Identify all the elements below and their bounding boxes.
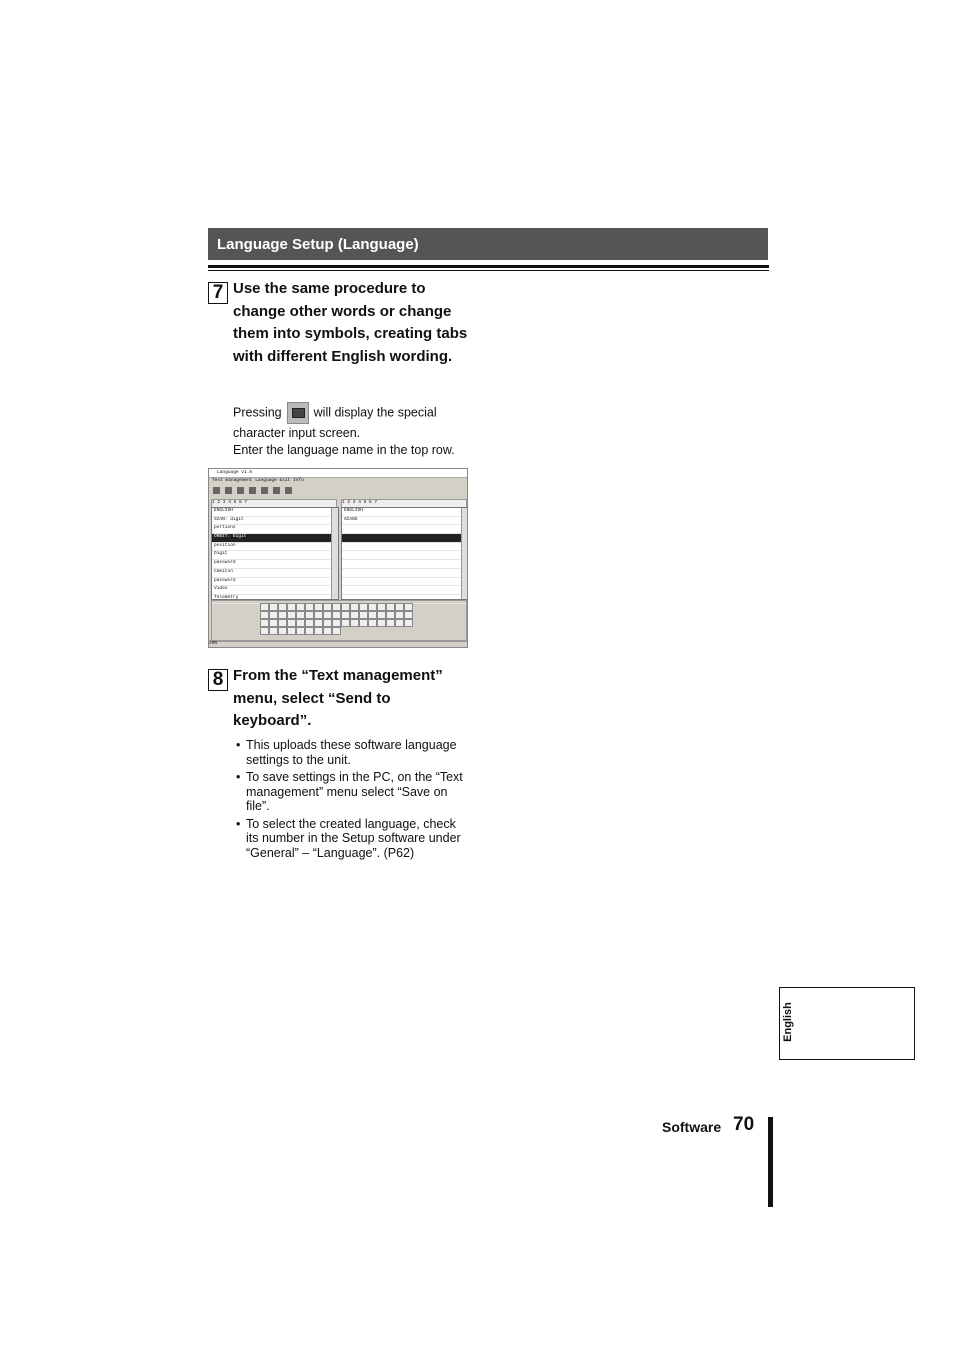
special-character-key (323, 627, 332, 635)
special-character-key (368, 603, 377, 611)
special-character-key (314, 619, 323, 627)
text-list-row (342, 586, 468, 595)
special-character-key (314, 627, 323, 635)
window-titlebar (209, 469, 467, 478)
right-text-list (341, 507, 468, 600)
side-tab-label: English (781, 1002, 794, 1042)
text-list-row: SCAN: digit (212, 517, 338, 526)
step-7-number: 7 (208, 282, 228, 304)
text-list-row: Cmeiton (212, 569, 338, 578)
text-list-row (342, 543, 468, 552)
step-7-description (233, 402, 473, 424)
special-character-key (386, 619, 395, 627)
special-character-key (395, 611, 404, 619)
step-8-heading: From the “Text management” menu, select “Send to keyboard”. (233, 667, 443, 729)
text-list-row: ENGLISH (342, 508, 468, 517)
window-title: Language v1.5 (217, 470, 253, 475)
special-character-key (395, 603, 404, 611)
special-character-key (350, 603, 359, 611)
special-character-key (359, 619, 368, 627)
special-character-key (278, 619, 287, 627)
text-list-row: Digit (212, 551, 338, 560)
text-list-row (342, 560, 468, 569)
special-character-key (368, 611, 377, 619)
special-character-key (269, 603, 278, 611)
special-character-button-icon (287, 402, 309, 424)
section-title: Language Setup (Language) (217, 236, 419, 253)
text-list-row: password (212, 560, 338, 569)
special-character-key (278, 627, 287, 635)
step-8-bullets (236, 738, 470, 863)
right-tabs: 1 2 3 4 5 6 7 (341, 499, 467, 508)
step-7-line3: Enter the language name in the top row. (233, 443, 455, 457)
step-7-heading: Use the same procedure to change other words or change them into symbols, creating tabs with different English wording. (233, 280, 468, 365)
special-character-key (323, 619, 332, 627)
special-character-key (377, 611, 386, 619)
header-rule-thin (208, 270, 769, 271)
text-list-row: position (212, 543, 338, 552)
text-list-row: Video (212, 586, 338, 595)
special-character-key (314, 611, 323, 619)
special-character-key (269, 627, 278, 635)
special-character-key (269, 611, 278, 619)
special-character-key (332, 611, 341, 619)
special-character-key (278, 611, 287, 619)
footer-section: Software (662, 1119, 722, 1135)
text-list-row: SCANS (342, 517, 468, 526)
special-character-key (296, 611, 305, 619)
special-character-key (341, 619, 350, 627)
special-character-key (305, 627, 314, 635)
special-character-keyboard (211, 600, 467, 642)
special-character-key (323, 603, 332, 611)
special-character-key (332, 627, 341, 635)
special-character-key (395, 619, 404, 627)
special-character-key (305, 619, 314, 627)
text-list-row (342, 551, 468, 560)
pressing-text: Pressing (233, 405, 282, 420)
special-character-key (332, 603, 341, 611)
status-bar: 49% (209, 640, 467, 647)
special-character-key (278, 603, 287, 611)
special-character-key (341, 611, 350, 619)
special-character-key (260, 619, 269, 627)
bullet-item: • This uploads these software language settings to the unit. (236, 738, 470, 767)
window-toolbar (213, 487, 297, 497)
page-edge-bar (768, 1117, 773, 1207)
text-list-row: Telemetry (212, 595, 338, 604)
section-header (208, 228, 768, 260)
text-list-row: portions (212, 525, 338, 534)
special-character-key (287, 603, 296, 611)
text-list-row (342, 525, 468, 534)
special-character-key (377, 619, 386, 627)
special-character-key (359, 611, 368, 619)
text-list-row (342, 534, 468, 543)
special-character-key (296, 603, 305, 611)
window-menubar: Text management Language Exit Info (212, 478, 304, 483)
step-7-line2: character input screen. (233, 426, 361, 440)
special-character-key (305, 611, 314, 619)
special-character-key (287, 627, 296, 635)
display-text: will display the special (313, 405, 437, 420)
text-list-row: password (212, 578, 338, 587)
text-list-row (342, 578, 468, 587)
bullet-item: • To select the created language, check its number in the Setup software under “General” – “Language”. (P62) (236, 817, 470, 861)
special-character-key (305, 603, 314, 611)
text-list-row: ORBIT: Digit (212, 534, 338, 543)
text-list-row: ENGLISH (212, 508, 338, 517)
special-character-key (386, 603, 395, 611)
special-character-key (332, 619, 341, 627)
language-software-screenshot (208, 468, 468, 648)
special-character-key (296, 619, 305, 627)
special-character-key (377, 603, 386, 611)
special-character-key (350, 619, 359, 627)
header-rule (208, 265, 769, 268)
special-character-key (386, 611, 395, 619)
special-character-key (350, 611, 359, 619)
special-character-key (260, 627, 269, 635)
left-tabs: 1 2 3 4 5 6 7 (211, 499, 337, 508)
language-side-tab (779, 987, 915, 1060)
step-8-number: 8 (208, 669, 228, 691)
special-character-key (404, 619, 413, 627)
special-character-key (260, 603, 269, 611)
special-character-key (368, 619, 377, 627)
bullet-item: • To save settings in the PC, on the “Text management” menu select “Save on file”. (236, 770, 470, 814)
special-character-key (296, 627, 305, 635)
special-character-key (404, 603, 413, 611)
special-character-key (404, 611, 413, 619)
text-list-row (342, 569, 468, 578)
special-character-key (359, 603, 368, 611)
special-character-key (341, 603, 350, 611)
special-character-key (269, 619, 278, 627)
special-character-key (314, 603, 323, 611)
special-character-key (260, 611, 269, 619)
special-character-key (287, 619, 296, 627)
page-number: 70 (733, 1114, 755, 1135)
special-character-key (323, 611, 332, 619)
special-character-key (287, 611, 296, 619)
left-text-list (211, 507, 339, 600)
